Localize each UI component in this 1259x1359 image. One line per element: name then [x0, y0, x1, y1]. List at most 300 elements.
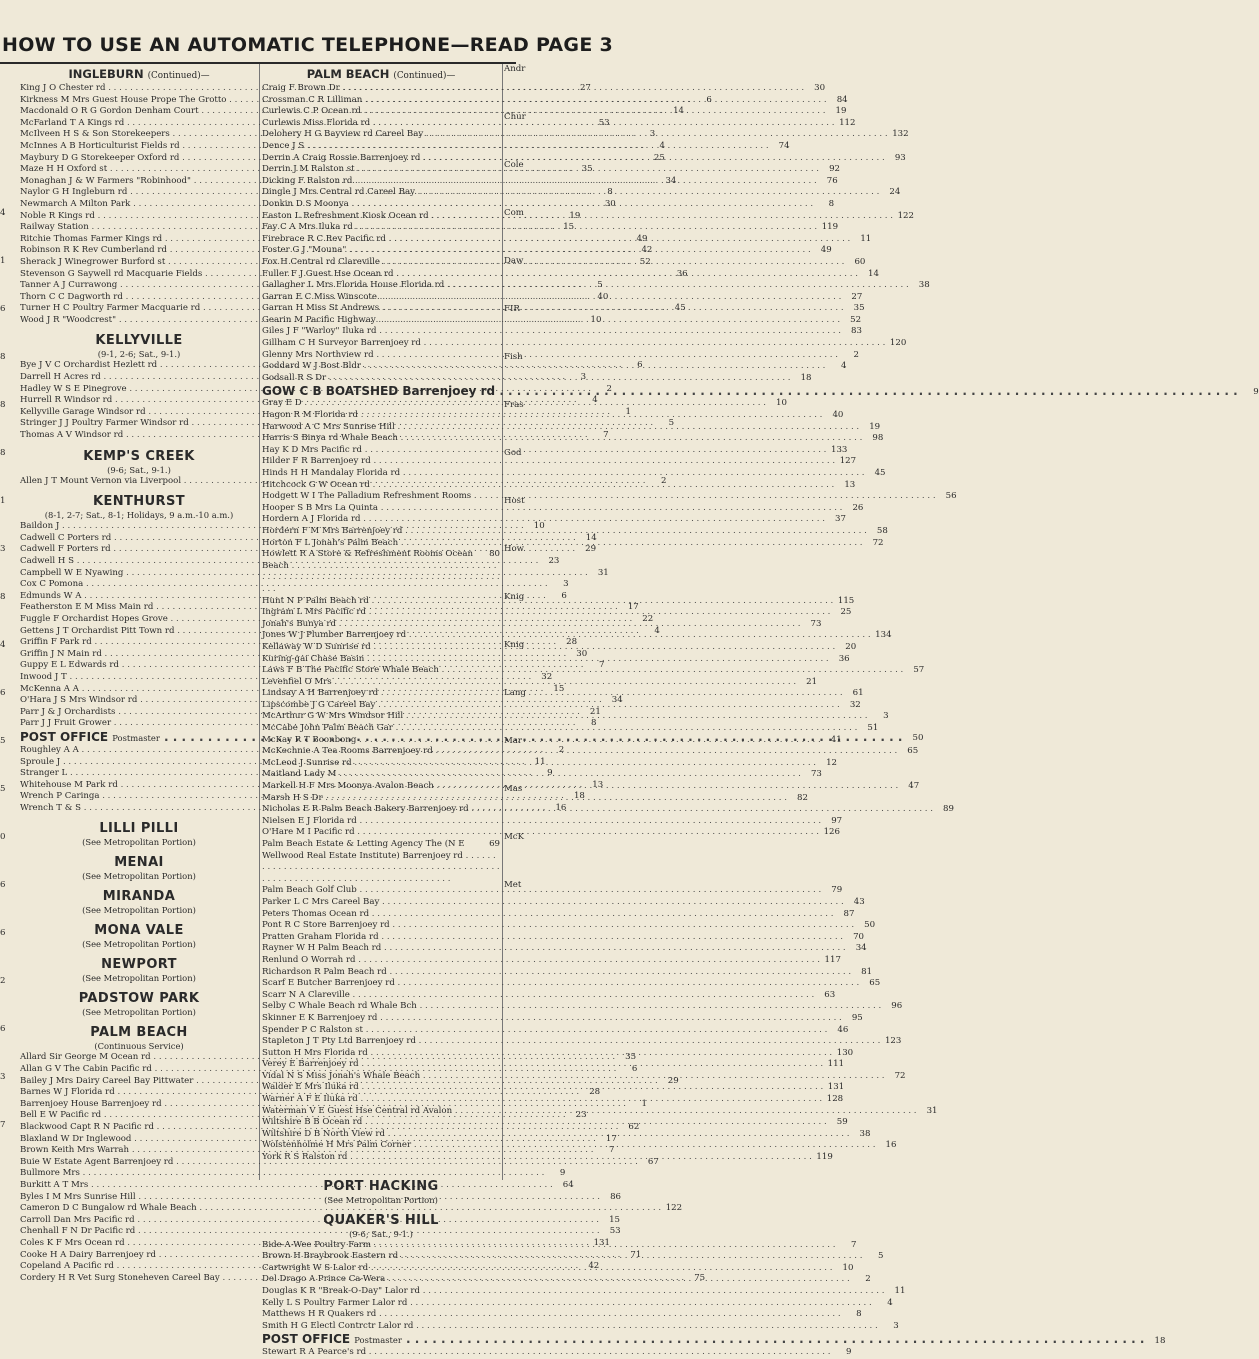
listing-number: 133	[830, 444, 848, 455]
listing-name: Railway Station . . .	[20, 222, 553, 234]
listing-name: Hilder F R Barrenjoey rd . . .	[262, 456, 835, 468]
listing-name: Derrin J M Ralston st . . .	[262, 164, 819, 176]
listing-number: 35	[625, 1052, 637, 1063]
listing-number: 30	[576, 648, 588, 659]
listing-name: Thorn C C Dagworth rd . . .	[20, 292, 587, 304]
listing-name: Hurrell R Windsor rd . . .	[20, 395, 577, 407]
listing-entry	[262, 839, 500, 885]
listing-name: Hinds H H Mandalay Florida rd . . .	[262, 468, 865, 480]
listing-name: Scarf E Butcher Barrenjoey rd . . .	[262, 978, 859, 990]
listing-name: Newmarch A Milton Park . . .	[20, 199, 595, 211]
listing-name: Wood J R "Woodcrest" . . .	[20, 315, 580, 327]
listing-name: Del Drago A Prince Ca-Wera . . .	[262, 1274, 850, 1286]
listing-number: 37	[835, 514, 846, 525]
listing-name: Peters Thomas Ocean rd . . .	[262, 909, 833, 921]
listing-number: 87	[843, 908, 855, 919]
listing-entry	[262, 815, 843, 828]
listing-name: Fox H Central rd Clareville . . .	[262, 257, 844, 269]
cropped-fragment: 6	[0, 1024, 6, 1034]
listing-number: 95	[851, 1012, 863, 1023]
listing-number: 5	[668, 418, 675, 429]
listing-number: 26	[852, 502, 864, 513]
listing-number: 84	[836, 94, 848, 105]
listing-name: Horton F L Jonah's Palm Beach . . .	[262, 538, 863, 550]
listing-number: 5	[878, 1251, 884, 1262]
listing-number: 2	[661, 475, 667, 486]
listing-name: Monaghan J & W Farmers "Robinhood" . . .	[20, 176, 655, 188]
listing-name: Verey E Barrenjoey rd . . .	[262, 1059, 823, 1071]
listing-name: McKenna A A . . .	[20, 684, 543, 696]
listing-name: Wiltshire B B Ocean rd . . .	[262, 1117, 827, 1129]
listing-number: 6	[561, 590, 567, 601]
cropped-fragment: Mas	[504, 784, 523, 794]
listing-name: McInnes A B Horticulturist Fields rd . . .	[20, 141, 644, 153]
listing-number: 32	[541, 671, 553, 682]
listing-number: 8	[828, 198, 835, 209]
listing-entry	[262, 908, 855, 921]
listing-entry	[262, 479, 856, 492]
listing-number: 21	[806, 676, 818, 687]
listing-number: 15	[609, 1214, 621, 1225]
listing-number: 120	[889, 338, 907, 349]
post-office-entry: POST OFFICE Postmaster . . . 18	[262, 1332, 500, 1347]
listing-number: 16	[555, 802, 567, 813]
listing-number: 15	[553, 683, 565, 694]
cropped-fragment: 1	[0, 496, 6, 506]
listing-number: 96	[891, 1001, 903, 1012]
listing-name: Cordery H R Vet Surg Stoneheven Careel Bay . . .	[20, 1273, 684, 1285]
listing-name: Wiltshire D B North View rd . . .	[262, 1129, 849, 1141]
listing-number: 123	[884, 1036, 902, 1047]
listing-entry	[262, 140, 790, 153]
listing-name: Harris S Binya rd Whale Beach . . .	[262, 433, 862, 445]
listing-name: Stranger L . . .	[20, 768, 532, 780]
listing-entry	[262, 769, 822, 781]
listing-name: Cooke H A Dairy Barrenjoey rd . . .	[20, 1250, 620, 1262]
left-edge-fragments	[0, 64, 13, 1180]
listing-number: 86	[610, 1191, 622, 1202]
listing-name: Nicholas E R Palm Beach Bakery Barrenjoey rd . . .	[262, 804, 933, 816]
listing-number: 45	[874, 468, 886, 478]
cropped-fragment: 3	[0, 1072, 6, 1082]
listing-name: Blackwood Capt R N Pacific rd . . .	[20, 1122, 618, 1134]
listing-name: Lindsay A H Barrenjoey rd . . .	[262, 688, 843, 700]
listing-name: Curlewis C P Ocean rd . . .	[262, 106, 825, 118]
listing-name: Hadley W S E Pinegrove . . .	[20, 384, 591, 396]
listing-entry	[262, 989, 836, 1002]
listing-name: Scarr N A Clareville . . .	[262, 990, 814, 1002]
listing-number: 119	[821, 222, 839, 233]
listing-name: Selby C Whale Beach rd Whale Bch . . .	[262, 1001, 881, 1013]
listing-entry	[262, 1024, 849, 1037]
cropped-fragment: McK	[504, 832, 525, 842]
listing-number: 4	[592, 395, 598, 406]
listing-name: Sutton H Mrs Florida rd . . .	[262, 1048, 832, 1060]
listing-name: Allen J T Mount Vernon via Liverpool . . .	[20, 476, 645, 488]
listing-entry	[20, 579, 569, 591]
cropped-fragment: 4	[0, 640, 6, 650]
listing-name: Walder E Mrs Iluka rd . . .	[262, 1082, 823, 1094]
listing-name: Harwood A C Mrs Sunrise Hill . . .	[262, 422, 859, 434]
listing-name: Baildon J . . .	[20, 521, 524, 533]
listing-number: 69	[489, 839, 500, 849]
listing-name: Hooper S B Mrs La Quinta . . .	[262, 503, 842, 515]
listing-name: Howlett R A Store & Refreshment Rooms Ocean Beach . . .	[262, 549, 500, 594]
listing-name: Craig F Brown Dr . . .	[262, 83, 804, 95]
listing-name: McLeod J Sunrise rd . . .	[262, 758, 816, 770]
cropped-fragment: 8	[0, 448, 6, 458]
cropped-fragment: Chur	[504, 112, 526, 122]
cropped-fragment: Andr	[504, 64, 526, 74]
listing-number: 52	[639, 256, 651, 267]
listing-number: 3	[649, 129, 656, 140]
listing-name: Wrench T & S . . .	[20, 803, 545, 815]
listing-number: 80	[489, 549, 500, 560]
cropped-fragment: 8	[0, 592, 6, 602]
listing-number: 17	[627, 602, 639, 613]
listing-number: 13	[844, 479, 856, 490]
listing-name: Curlewis Miss Florida rd . . .	[262, 118, 835, 130]
listing-name: McIlveen H S & Son Storekeepers . . .	[20, 129, 634, 141]
listing-entry	[262, 187, 901, 199]
listing-number: 35	[581, 164, 593, 175]
listing-name: Cox C Pomona . . .	[20, 579, 548, 591]
listing-number: 119	[816, 1152, 833, 1163]
listing-name: Kelly L S Poultry Farmer Lalor rd . . .	[262, 1298, 872, 1310]
listing-entry	[262, 361, 847, 373]
cropped-fragment: 8	[0, 400, 6, 410]
listing-name: Skinner E K Barrenjoey rd . . .	[262, 1013, 842, 1025]
listing-name: Derrin A Craig Rossie Barrenjoey rd . . .	[262, 153, 885, 165]
listing-name: Kuring-gai Chase Basin . . .	[262, 654, 829, 666]
listing-name: Noble R Kings rd . . .	[20, 211, 559, 223]
listing-number: 122	[897, 210, 914, 221]
listing-number: 50	[864, 920, 876, 931]
listing-number: 1	[641, 1098, 648, 1109]
listing-number: 57	[913, 665, 925, 676]
listing-entry	[20, 1203, 683, 1215]
listing-name: McKay R T Boonbong . . .	[262, 735, 821, 747]
listing-name: Dicking F Ralston rd . . .	[262, 176, 817, 188]
listing-name: Blaxland W Dr Inglewood . . .	[20, 1134, 596, 1146]
listing-name: Bailey J Mrs Dairy Careel Bay Pittwater . . .	[20, 1076, 658, 1088]
cropped-fragment: Fish	[504, 352, 523, 362]
listing-entry	[262, 1001, 903, 1013]
listing-name: Byles I M Mrs Sunrise Hill . . .	[20, 1192, 600, 1204]
listing-entry	[262, 1059, 845, 1071]
listing-name: Cadwell H S . . .	[20, 556, 538, 568]
listing-number: 16	[885, 1140, 897, 1151]
listing-number: 73	[810, 618, 822, 629]
listing-entry	[262, 978, 881, 990]
listing-entry	[262, 502, 864, 515]
section-heading: MENAI	[114, 855, 164, 871]
listing-name: Douglas K R "Break-O-Day" Lalor rd . . .	[262, 1286, 884, 1298]
listing-entry	[262, 1036, 902, 1048]
listing-name: Turner H C Poultry Farmer Macquarie rd . . .	[20, 303, 665, 315]
listing-number: 8	[590, 718, 597, 729]
cropped-fragment: Met	[504, 880, 522, 890]
listing-entry	[262, 129, 909, 141]
listing-entry	[262, 433, 884, 445]
listing-number: 36	[676, 268, 688, 279]
listing-entry	[262, 410, 844, 422]
listing-name: Fay C A Mrs Iluka rd . . .	[262, 222, 817, 234]
listing-name: Maitland Lady M . . .	[262, 769, 801, 781]
listing-name: Kellyville Garage Windsor rd . . .	[20, 407, 610, 419]
listing-name: O'Hare M I Pacific rd . . .	[262, 827, 819, 839]
listing-number: 7	[598, 660, 605, 671]
listing-number: 10	[842, 1262, 854, 1273]
cropped-fragment: Lang	[504, 688, 526, 698]
listing-name: Spender P C Ralston st . . .	[262, 1025, 827, 1037]
listing-number: 13	[592, 779, 604, 790]
listing-name: Thomas A V Windsor rd . . .	[20, 430, 588, 442]
listing-name: Marsh H S Dr . . .	[262, 793, 787, 805]
listing-number: 28	[589, 1087, 601, 1098]
listing-name: Donkin D S Moonya . . .	[262, 199, 813, 211]
listing-number: 15	[563, 222, 575, 233]
section-heading-quakers-hill: QUAKER'S HILL	[323, 1212, 439, 1228]
listing-number: 63	[824, 989, 836, 1000]
listing-name: Dingle J Mrs Central rd Careel Bay . . .	[262, 187, 879, 199]
listing-name: Darrell H Acres rd . . .	[20, 372, 565, 384]
listing-name: Delohery H G Bayview rd Careel Bay . . .	[262, 129, 888, 141]
listing-number: 22	[642, 613, 654, 624]
listing-number: 10	[533, 521, 545, 532]
listing-number: 11	[894, 1286, 906, 1296]
listing-number: 49	[636, 233, 648, 244]
listing-name: Fuggle F Orchardist Hopes Grove . . .	[20, 614, 632, 626]
listing-name: Stewart R A Pearce's rd . . .	[262, 1347, 830, 1359]
section-heading: MONA VALE	[94, 923, 184, 939]
listing-number: 93	[894, 152, 906, 163]
listing-entry	[262, 723, 879, 735]
listing-number: 112	[839, 117, 856, 128]
kellyville-hours: (9-1, 2-6; Sat., 9-1.)	[97, 349, 181, 360]
listing-entry	[262, 746, 919, 758]
listing-entry	[262, 1012, 863, 1025]
listing-number: 11	[534, 756, 546, 767]
listing-name: Easton L Refreshment Kiosk Ocean rd . . .	[262, 211, 893, 223]
cropped-fragment: 3	[0, 544, 6, 554]
listing-number: 20	[845, 641, 857, 652]
listing-name: Garran E C Miss Winscote . . .	[262, 292, 841, 304]
listing-number: 83	[851, 326, 862, 337]
listing-number: 34	[855, 943, 867, 954]
listing-entry	[262, 1320, 899, 1333]
listing-name: Renlund O Worrah rd . . .	[262, 955, 820, 967]
listing-name: Campbell W E Nyawing . . .	[20, 568, 588, 580]
section-heading-port-hacking: PORT HACKING	[323, 1178, 439, 1194]
listing-name: Ritchie Thomas Farmer Kings rd . . .	[20, 234, 626, 246]
post-office-entry: POST OFFICE Postmaster . . . 50	[20, 730, 258, 745]
listing-number: 7	[603, 430, 609, 441]
section-note: (See Metropolitan Portion)	[82, 837, 196, 848]
listing-name: Maybury D G Storekeeper Oxford rd . . .	[20, 153, 644, 165]
listing-entry	[262, 954, 841, 967]
section-heading-ingleburn: INGLEBURN (Continued)—	[68, 67, 210, 81]
listing-name: Bell E W Pacific rd . . .	[20, 1110, 566, 1122]
cropped-fragment	[0, 160, 13, 208]
listing-name: Kellaway W D Sunrise rd . . .	[262, 642, 835, 654]
listing-name: Copeland A Pacific rd . . .	[20, 1261, 578, 1273]
listing-name: Richardson R Palm Beach rd . . .	[262, 967, 851, 979]
listing-name: Godsall R S Dr . . .	[262, 373, 791, 385]
cropped-fragment: 8	[0, 352, 6, 362]
listing-number: 79	[831, 885, 843, 896]
listing-name: Griffin F Park rd . . .	[20, 637, 556, 649]
listing-number: 4	[840, 361, 847, 372]
listing-name: Wrench P Caringa . . .	[20, 791, 564, 803]
listing-number: 31	[597, 567, 609, 578]
cropped-fragment: 0	[0, 832, 6, 842]
listing-entry	[262, 943, 867, 955]
listing-number: 19	[835, 106, 847, 117]
listing-number: 28	[566, 637, 578, 648]
listing-entry	[262, 630, 892, 642]
cropped-fragment: 2	[0, 976, 6, 986]
listing-name: Stevenson G Saywell rd Macquarie Fields . . .	[20, 269, 667, 281]
listing-name: Bullmore Mrs . . .	[20, 1168, 544, 1180]
listing-number: 40	[832, 410, 844, 421]
listing-name: Tanner A J Currawong . . .	[20, 280, 582, 292]
listing-name: McCabe John Palm Beach Gar . . .	[262, 723, 857, 735]
cropped-fragment	[0, 64, 13, 112]
listing-name: Cadwell C Porters rd . . .	[20, 533, 576, 545]
listing-number: 23	[548, 556, 560, 566]
section-note: (See Metropolitan Portion)	[82, 939, 196, 950]
listing-number: 21	[589, 706, 601, 717]
listing-number: 25	[840, 607, 852, 618]
listing-number: 18	[800, 372, 812, 383]
listing-name: Rayner W H Palm Beach rd . . .	[262, 943, 846, 955]
listing-name: Hagon R M Florida rd . . .	[262, 410, 822, 422]
listing-number: 6	[637, 360, 643, 371]
listing-name: Parr J J Fruit Grower . . .	[20, 718, 575, 730]
listing-name: Dence J S . . .	[262, 141, 769, 153]
listing-number: 7	[850, 1239, 857, 1250]
listing-number: 89	[943, 804, 954, 815]
section-heading-kellyville: KELLYVILLE	[95, 333, 183, 349]
section-heading-palm-beach-continued: PALM BEACH (Continued)—	[306, 67, 456, 81]
section-note: (See Metropolitan Portion)	[82, 871, 196, 882]
listing-name: Macdonald O R G Gordon Denham Court . . .	[20, 106, 663, 118]
section-heading: NEWPORT	[101, 957, 177, 973]
listing-number: 14	[673, 106, 685, 117]
listing-number: 24	[889, 187, 901, 198]
listing-number: 4	[887, 1297, 893, 1308]
listing-number: 6	[631, 1064, 638, 1075]
listing-number: 19	[869, 421, 881, 432]
listing-name: Hordern F M Mrs Barrenjoey rd . . .	[262, 526, 867, 538]
listing-name: Whitehouse M Park rd . . .	[20, 780, 582, 792]
listing-number: 2	[865, 1274, 871, 1285]
section-heading-palm-beach: PALM BEACH	[90, 1025, 188, 1041]
quakers-hill-list-continued	[262, 1347, 852, 1359]
listing-number: 60	[854, 256, 866, 267]
listing-number: 6	[706, 94, 712, 105]
listing-number: 8	[607, 187, 613, 198]
listing-entry	[262, 514, 846, 526]
listing-name: Hitchcock G W Ocean rd . . .	[262, 480, 834, 492]
listing-number: 111	[827, 1059, 845, 1070]
listing-number: 117	[824, 954, 841, 965]
listing-number: 45	[674, 303, 686, 314]
listing-name: Matthews H R Quakers rd . . .	[262, 1309, 841, 1321]
listing-number: 73	[810, 769, 822, 780]
cropped-fragment: Mar	[504, 736, 523, 746]
listing-name: Firebrace R C Rev Pacific rd . . .	[262, 234, 850, 246]
listing-entry	[20, 1168, 566, 1180]
listing-number: 97	[831, 815, 843, 826]
listing-number: 35	[853, 303, 865, 314]
listing-number: 127	[839, 456, 857, 467]
cropped-fragment: God	[504, 448, 522, 458]
listing-number: 92	[829, 164, 841, 175]
listing-name: Fuller F J Guest Hse Ocean rd . . .	[262, 269, 858, 281]
listing-number: 58	[876, 525, 888, 536]
listing-name: Cameron D C Bungalow rd Whale Beach . . .	[20, 1203, 661, 1215]
listing-number: 29	[667, 1075, 679, 1086]
listing-name: Garran H Miss St Andrews . . .	[262, 303, 844, 315]
listing-name: Brown Keith Mrs Warrah . . .	[20, 1145, 594, 1157]
listing-name: Foster G J "Mouna" . . .	[262, 245, 811, 257]
section-heading-kemps-creek: KEMP'S CREEK	[83, 448, 195, 464]
listing-entry	[262, 966, 873, 979]
listing-number: 34	[611, 695, 623, 706]
listing-number: 75	[694, 1272, 706, 1283]
listing-name: Brown H Braybrook Eastern rd . . .	[262, 1251, 862, 1263]
listing-number: 7	[609, 1145, 615, 1156]
gow-boatshed-entry: GOW C B BOATSHED Barrenjoey rd . . . 9	[262, 384, 500, 398]
listing-name: Hordern A J Florida rd . . .	[262, 514, 825, 526]
listing-number: 19	[569, 210, 581, 221]
listing-number: 82	[797, 792, 808, 803]
listing-name: Wolstenholme H Mrs Palm Corner . . .	[262, 1140, 875, 1152]
listing-number: 1	[625, 406, 631, 417]
listing-number: 71	[630, 1249, 642, 1260]
section-heading: MIRANDA	[102, 889, 176, 905]
listing-name: Buie W Estate Agent Barrenjoey rd . . .	[20, 1157, 638, 1169]
listing-entry	[262, 338, 907, 350]
listing-number: 65	[869, 978, 881, 989]
listing-number: 38	[859, 1128, 871, 1139]
listing-name: McKechnie A Tea Rooms Barrenjoey rd . . .	[262, 746, 897, 758]
port-hacking-note: (See Metropolitan Portion)	[324, 1194, 438, 1205]
listing-number: 70	[853, 931, 865, 942]
listing-number: 62	[628, 1122, 640, 1133]
listing-number: 3	[563, 579, 569, 590]
listing-entry	[262, 896, 865, 909]
listing-entry	[20, 567, 609, 580]
listing-number: 17	[605, 1133, 617, 1144]
listing-name: Lipscombe J G Careel Bay . . .	[262, 700, 840, 712]
listing-name: Waterman V E Guest Hse Central rd Avalon . . .	[262, 1106, 917, 1118]
listing-number: 23	[575, 1110, 587, 1121]
listing-name: Hay K D Mrs Pacific rd . . .	[262, 445, 826, 457]
cropped-fragment: 6	[0, 688, 6, 698]
listing-number: 42	[641, 245, 653, 256]
listing-number: 46	[837, 1024, 849, 1035]
listing-name: Bide-A-Wee Poultry Farm . . .	[262, 1240, 835, 1252]
listing-name: Edmunds W A . . .	[20, 591, 546, 603]
listing-number: 5	[597, 280, 603, 291]
listing-name: Glenny Mrs Northview rd . . .	[262, 350, 838, 362]
listing-name: Robinson R K Rev Cumberland rd . . .	[20, 245, 631, 257]
listing-name: Guppy E L Edwards rd . . .	[20, 660, 583, 672]
listing-name: Stapleton J T Pty Ltd Barrenjoey rd . . .	[262, 1036, 880, 1048]
